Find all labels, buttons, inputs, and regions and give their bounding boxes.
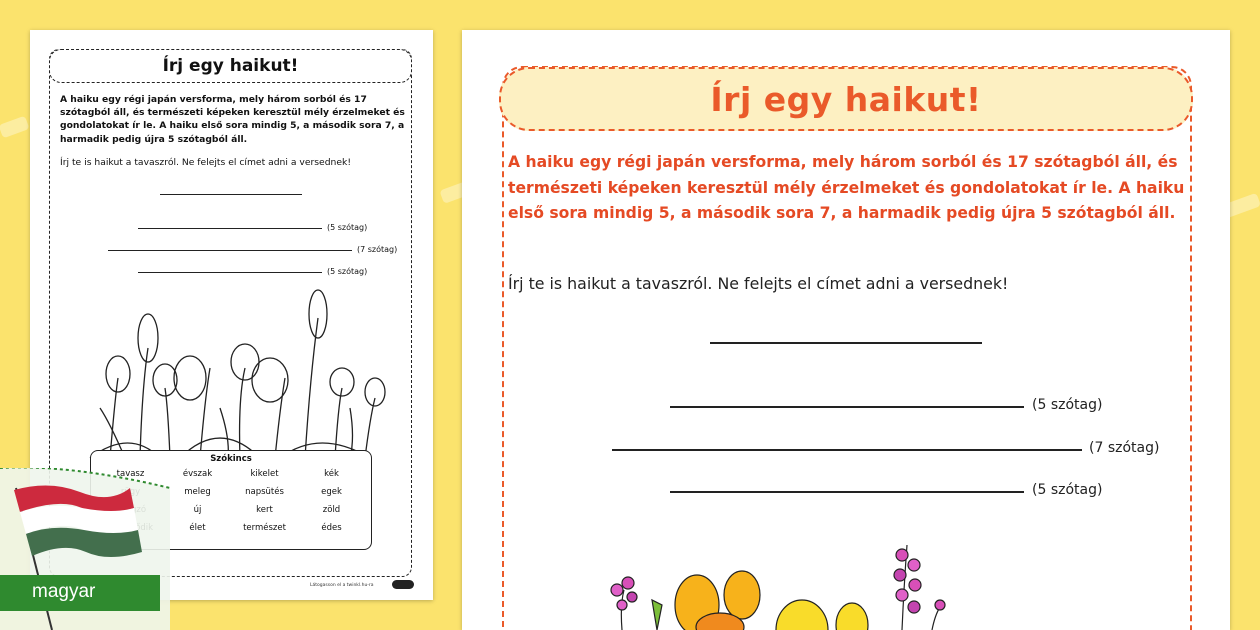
writing-line-1 xyxy=(138,228,322,229)
syllable-label-3: (5 szótag) xyxy=(1032,482,1103,498)
language-badge xyxy=(0,468,170,630)
instruction-text: Írj te is haikut a tavaszról. Ne felejts el címet adni a versednek! xyxy=(508,274,1009,293)
vocab-word: kikelet xyxy=(250,469,279,479)
flowers-color-illustration xyxy=(602,535,1002,630)
vocab-word: tavasz xyxy=(116,469,145,479)
worksheet-title: Írj egy haikut! xyxy=(710,79,982,119)
vocab-word: kék xyxy=(324,469,339,479)
footer-text: Látogasson el a twinkl.hu-ra xyxy=(310,583,374,588)
vocab-word: kert xyxy=(256,505,273,515)
vocab-word: édes xyxy=(321,523,342,533)
syllable-label-2: (7 szótag) xyxy=(1089,440,1160,456)
syllable-label-2: (7 szótag) xyxy=(357,245,398,254)
syllable-label-1: (5 szótag) xyxy=(1032,397,1103,413)
syllable-label-1: (5 szótag) xyxy=(327,223,368,232)
vocab-word: új xyxy=(193,505,202,515)
writing-line-3 xyxy=(670,491,1024,493)
vocab-word: egek xyxy=(321,487,342,497)
writing-line-1 xyxy=(670,406,1024,408)
title-writing-line xyxy=(710,342,982,344)
writing-line-2 xyxy=(108,250,352,251)
twinkl-logo-icon xyxy=(392,580,414,589)
vocab-word: élet xyxy=(189,523,206,533)
writing-line-2 xyxy=(612,449,1082,451)
flowers-outline-illustration xyxy=(70,288,400,458)
vocab-word: természet xyxy=(243,523,286,533)
title-box xyxy=(49,49,412,83)
language-label: magyar xyxy=(32,581,96,602)
worksheet-preview-color xyxy=(462,30,1230,630)
vocab-word: meleg xyxy=(184,487,211,497)
worksheet-title: Írj egy haikut! xyxy=(162,56,299,76)
vocab-word: évszak xyxy=(182,469,213,479)
background-stripe xyxy=(0,116,30,139)
intro-text: A haiku egy régi japán versforma, mely három sorból és 17 szótagból áll, és természeti képeken keresztül mély érzelmeket és gondolatokat ír le. A haiku első sora mindig 5, a második sora 7, a harmadik pedig újra 5 szótagból áll. xyxy=(508,153,1185,222)
vocabulary-title: Szókincs xyxy=(210,454,252,464)
vocab-word: napsütés xyxy=(245,487,284,497)
intro-text: A haiku egy régi japán versforma, mely három sorból és 17 szótagból áll, és természeti képeken keresztül mély érzelmeket és gondolatokat ír le. A haiku első sora mindig 5, a második sora 7, a harmadik pedig újra 5 szótagból áll. xyxy=(60,94,405,145)
syllable-label-3: (5 szótag) xyxy=(327,267,368,276)
writing-line-3 xyxy=(138,272,322,273)
title-writing-line xyxy=(160,194,302,195)
title-box xyxy=(499,67,1193,131)
vocab-word: zöld xyxy=(322,505,341,515)
instruction-text: Írj te is haikut a tavaszról. Ne felejts el címet adni a versednek! xyxy=(60,157,352,168)
